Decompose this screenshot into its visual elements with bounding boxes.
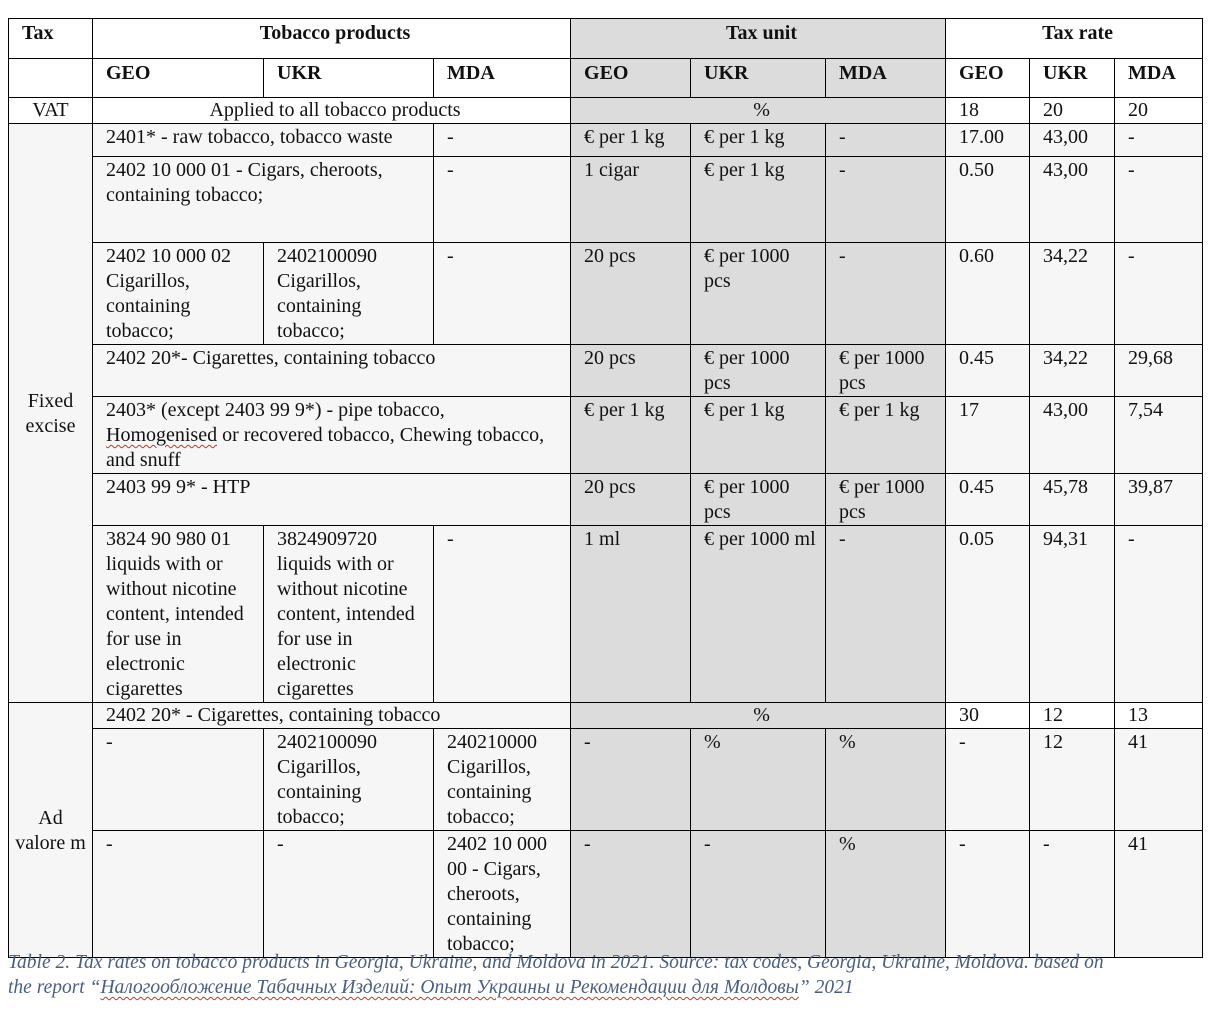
product-text-a: 2403* (except 2403 99 9*) - pipe tobacco, [106, 399, 445, 421]
product-cell: 2402 20* - Cigarettes, containing tobacco [93, 703, 571, 729]
unit-mda-cell: € per 1 kg [826, 397, 946, 474]
product-mda-cell: - [434, 243, 571, 345]
fixed-excise-row [9, 526, 1203, 703]
product-mda-cell: 2402 10 000 00 - Cigars, cheroots, containing tobacco; [434, 831, 571, 958]
product-ukr-cell: - [264, 831, 434, 958]
rate-mda-cell: 7,54 [1115, 397, 1203, 474]
rate-geo-cell: 17.00 [946, 124, 1030, 157]
rate-mda-cell: - [1115, 526, 1203, 703]
rate-ukr-cell: 34,22 [1030, 345, 1115, 397]
fixed-excise-row [9, 474, 1203, 526]
header-empty-cell [9, 59, 93, 98]
rate-mda-cell: 13 [1115, 703, 1203, 729]
unit-ukr-cell: - [691, 831, 826, 958]
unit-geo-cell: 20 pcs [571, 345, 691, 397]
unit-geo-cell: - [571, 831, 691, 958]
unit-ukr-cell: € per 1 kg [691, 397, 826, 474]
unit-geo-cell: € per 1 kg [571, 397, 691, 474]
table-caption [8, 950, 1108, 1000]
unit-ukr-cell: € per 1000 ml [691, 526, 826, 703]
product-cell: 2401* - raw tobacco, tobacco waste [93, 124, 434, 157]
unit-geo-cell: 1 cigar [571, 157, 691, 243]
rate-ukr-cell: - [1030, 831, 1115, 958]
rate-geo-cell: - [946, 729, 1030, 831]
product-ukr-cell: 3824909720 liquids with or without nicotine content, intended for use in electronic cigarettes [264, 526, 434, 703]
product-mda-cell: - [434, 124, 571, 157]
header-rate-geo: GEO [946, 59, 1030, 98]
rate-geo-cell: 0.45 [946, 474, 1030, 526]
unit-mda-cell: € per 1000 pcs [826, 345, 946, 397]
rate-mda-cell: - [1115, 124, 1203, 157]
vat-rate-ukr: 20 [1030, 98, 1115, 124]
fixed-excise-row [9, 397, 1203, 474]
header-unit-geo: GEO [571, 59, 691, 98]
rate-mda-cell: - [1115, 157, 1203, 243]
unit-geo-cell: - [571, 729, 691, 831]
header-products-mda: MDA [434, 59, 571, 98]
unit-ukr-cell: % [691, 729, 826, 831]
ad-valorem-row [9, 729, 1203, 831]
caption-report-title: Налогообложение Табачных Изделий: Опыт Украины и Рекомендации для Молдовы [100, 977, 799, 998]
product-mda-cell: - [434, 157, 571, 243]
product-cell: 2403 99 9* - HTP [93, 474, 571, 526]
rate-mda-cell: 41 [1115, 729, 1203, 831]
header-row-2 [9, 59, 1203, 98]
header-unit-ukr: UKR [691, 59, 826, 98]
rate-ukr-cell: 94,31 [1030, 526, 1115, 703]
header-tax: Tax [9, 19, 93, 59]
rate-geo-cell: 30 [946, 703, 1030, 729]
caption-text-3: ” 2021 [798, 977, 854, 998]
rate-mda-cell: - [1115, 243, 1203, 345]
header-rate-ukr: UKR [1030, 59, 1115, 98]
tax-rates-table [8, 18, 1203, 958]
product-mda-cell: 240210000 Cigarillos, containing tobacco; [434, 729, 571, 831]
unit-ukr-cell: € per 1 kg [691, 157, 826, 243]
unit-mda-cell: % [826, 831, 946, 958]
rate-geo-cell: 0.50 [946, 157, 1030, 243]
product-text-c: or recovered tobacco, Chewing tobacco, and snuff [106, 424, 545, 471]
vat-rate-geo: 18 [946, 98, 1030, 124]
ad-valorem-row [9, 831, 1203, 958]
unit-geo-cell: 20 pcs [571, 474, 691, 526]
rate-ukr-cell: 43,00 [1030, 157, 1115, 243]
rate-ukr-cell: 12 [1030, 729, 1115, 831]
unit-geo-cell: € per 1 kg [571, 124, 691, 157]
caption-text-1: Table 2. Tax rates on tobacco products in Georgia, Ukraine, and Moldova in 2021. Source: tax codes, Georgia, Ukraine, Moldova. based on the report “ [8, 952, 1104, 998]
product-geo-cell: 3824 90 980 01 liquids with or without nicotine content, intended for use in electronic cigarettes [93, 526, 264, 703]
header-unit-mda: MDA [826, 59, 946, 98]
product-geo-cell: - [93, 729, 264, 831]
rate-ukr-cell: 34,22 [1030, 243, 1115, 345]
tax-table-wrapper [8, 18, 1202, 958]
unit-mda-cell: % [826, 729, 946, 831]
rate-geo-cell: 0.60 [946, 243, 1030, 345]
unit-mda-cell: € per 1000 pcs [826, 474, 946, 526]
rate-ukr-cell: 12 [1030, 703, 1115, 729]
rate-mda-cell: 29,68 [1115, 345, 1203, 397]
product-cell: 2402 10 000 01 - Cigars, cheroots, containing tobacco; [93, 157, 434, 243]
product-ukr-cell: 2402100090 Cigarillos, containing tobacco; [264, 729, 434, 831]
unit-mda-cell: - [826, 526, 946, 703]
unit-ukr-cell: € per 1000 pcs [691, 345, 826, 397]
header-tobacco-products: Tobacco products [93, 19, 571, 59]
unit-ukr-cell: € per 1000 pcs [691, 474, 826, 526]
rate-geo-cell: 0.05 [946, 526, 1030, 703]
fixed-excise-row [9, 157, 1203, 243]
product-cell [93, 397, 571, 474]
rate-mda-cell: 41 [1115, 831, 1203, 958]
fixed-excise-label: Fixed excise [9, 124, 93, 703]
unit-geo-cell: 1 ml [571, 526, 691, 703]
rate-ukr-cell: 43,00 [1030, 397, 1115, 474]
product-geo-cell: 2402 10 000 02 Cigarillos, containing tobacco; [93, 243, 264, 345]
product-text-b: Homogenised [106, 424, 218, 446]
rate-mda-cell: 39,87 [1115, 474, 1203, 526]
rate-ukr-cell: 45,78 [1030, 474, 1115, 526]
fixed-excise-row [9, 124, 1203, 157]
vat-products: Applied to all tobacco products [93, 98, 571, 124]
fixed-excise-row [9, 243, 1203, 345]
header-products-ukr: UKR [264, 59, 434, 98]
rate-geo-cell: 0.45 [946, 345, 1030, 397]
ad-valorem-row [9, 703, 1203, 729]
rate-geo-cell: 17 [946, 397, 1030, 474]
product-mda-cell: - [434, 526, 571, 703]
vat-rate-mda: 20 [1115, 98, 1203, 124]
vat-row [9, 98, 1203, 124]
ad-valorem-label: Ad valore m [9, 703, 93, 958]
header-rate-mda: MDA [1115, 59, 1203, 98]
product-ukr-cell: 2402100090 Cigarillos, containing tobacco; [264, 243, 434, 345]
header-tax-unit: Tax unit [571, 19, 946, 59]
product-cell: 2402 20*- Cigarettes, containing tobacco [93, 345, 571, 397]
unit-cell: % [571, 703, 946, 729]
rate-ukr-cell: 43,00 [1030, 124, 1115, 157]
product-geo-cell: - [93, 831, 264, 958]
fixed-excise-row [9, 345, 1203, 397]
unit-mda-cell: - [826, 157, 946, 243]
rate-geo-cell: - [946, 831, 1030, 958]
unit-ukr-cell: € per 1000 pcs [691, 243, 826, 345]
header-products-geo: GEO [93, 59, 264, 98]
header-row-1 [9, 19, 1203, 59]
vat-label: VAT [9, 98, 93, 124]
unit-geo-cell: 20 pcs [571, 243, 691, 345]
unit-mda-cell: - [826, 243, 946, 345]
header-tax-rate: Tax rate [946, 19, 1203, 59]
unit-ukr-cell: € per 1 kg [691, 124, 826, 157]
vat-unit: % [571, 98, 946, 124]
unit-mda-cell: - [826, 124, 946, 157]
